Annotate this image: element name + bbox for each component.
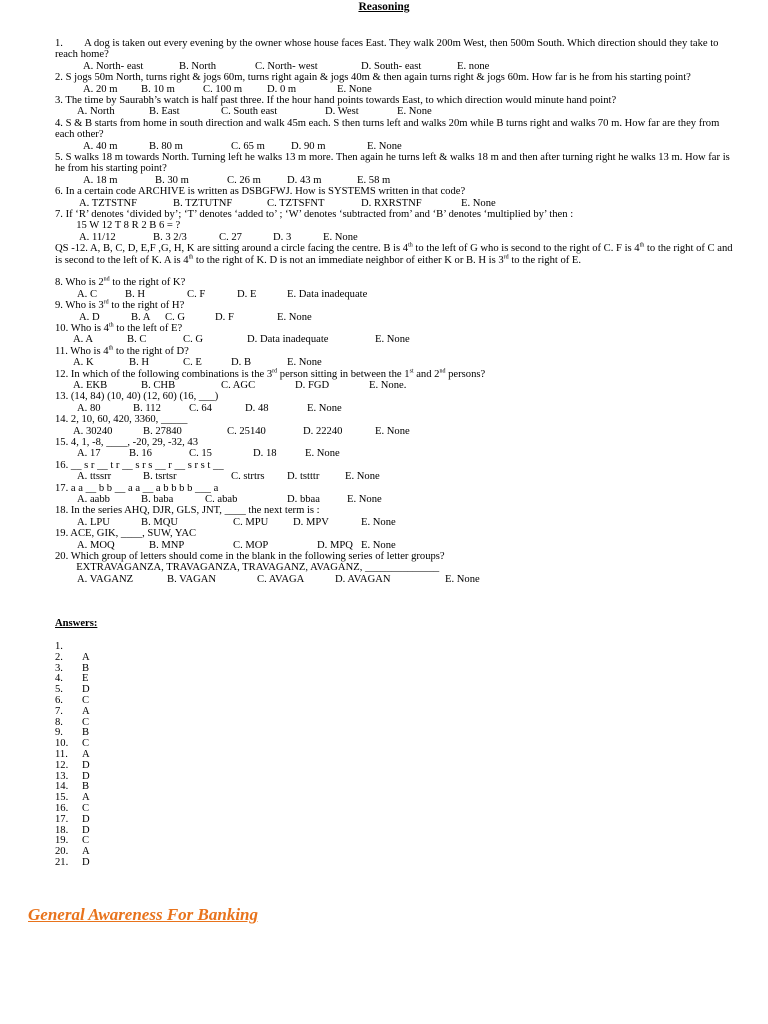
option-d: D. AVAGAN <box>335 573 391 585</box>
option-row <box>55 357 735 368</box>
option-row <box>55 380 735 391</box>
option-a: A. 80 <box>77 402 101 414</box>
option-c: C. MOP <box>233 539 269 551</box>
option-e: E. none <box>457 60 490 72</box>
answer-value: C <box>82 835 90 847</box>
option-c: C. 25140 <box>227 425 266 437</box>
option-b: B. CHB <box>141 380 176 392</box>
option-e: E. None <box>367 140 402 152</box>
question-text: 14. 2, 10, 60, 420, 3360, _____ <box>55 414 188 426</box>
option-d: D. F <box>215 311 234 323</box>
option-a: A. K <box>73 357 94 369</box>
option-b: B. H <box>129 357 150 369</box>
option-c: C. G <box>183 334 204 346</box>
answer-value: A <box>82 705 90 717</box>
option-row <box>55 448 735 459</box>
option-row <box>55 334 735 345</box>
question-text: EXTRAVAGANZA, TRAVAGANZA, TRAVAGANZ, AVAGANZ, ______________ <box>55 562 440 574</box>
option-d: D. tstttr <box>287 471 320 483</box>
answer-value: C <box>82 802 90 814</box>
option-b: B. 30 m <box>155 174 189 186</box>
option-b: B. tsrtsr <box>143 471 177 483</box>
question-text: 13. (14, 84) (10, 40) (12, 60) (16, ___) <box>55 391 219 403</box>
option-b: B. TZTUTNF <box>173 197 233 209</box>
option-b: B. 112 <box>133 402 161 414</box>
option-a: A. EKB <box>73 380 108 392</box>
question-text: QS -12. A, B, C, D, E,F ,G, H, K are sitting around a circle facing the centre. B is 4th to the left of G who is second to the right of C. F is 4th to the right of C and is second to the left of K. A is 4th to the right of K. D is not an immediate neighbor of either K or B. H is 3rd to the right of E. <box>55 242 733 266</box>
option-b: B. 27840 <box>143 425 182 437</box>
answer-number: 5. <box>55 684 63 696</box>
option-d: D. E <box>237 288 257 300</box>
answer-number: 9. <box>55 727 63 739</box>
question-text: 15. 4, 1, -8, ____, -20, 29, -32, 43 <box>55 437 199 448</box>
option-a: A. aabb <box>77 494 110 505</box>
question-text: 8. Who is 2nd to the right of K? <box>55 276 186 289</box>
option-row <box>55 198 735 209</box>
option-d: D. Data inadequate <box>247 334 329 346</box>
option-e: E. 58 m <box>357 174 391 186</box>
answer-value: D <box>82 813 90 825</box>
answer-value: C <box>82 716 90 728</box>
answer-number: 4. <box>55 673 63 685</box>
option-c: C. 15 <box>189 448 212 460</box>
option-row <box>55 106 735 117</box>
question-text: 3. The time by Saurabh’s watch is half past three. If the hour hand points towards East, to which direction would minute hand point? <box>55 95 617 106</box>
option-c: C. 27 <box>219 231 242 243</box>
option-c: C. 65 m <box>231 140 265 152</box>
answer-value: A <box>82 651 90 663</box>
option-d: D. MPQ <box>317 539 353 551</box>
answer-number: 20. <box>55 846 69 858</box>
answer-value: C <box>82 738 90 750</box>
option-row <box>55 61 735 72</box>
option-b: B. C <box>127 334 147 346</box>
option-a: A. 40 m <box>83 140 118 152</box>
option-a: A. 30240 <box>73 425 113 437</box>
option-e: E. None <box>287 357 322 369</box>
option-a: A. MOQ <box>77 539 115 551</box>
option-c: C. AVAGA <box>257 573 305 585</box>
option-e: E. None <box>307 402 342 414</box>
option-d: D. South- east <box>361 60 422 72</box>
question-text: 4. S & B starts from home in south direction and walk 45m each. S then turns left and walks 20m while B turns right and walks 70 m. How far are they from each other? <box>55 117 720 141</box>
answer-value: D <box>82 759 90 771</box>
option-row <box>55 403 735 414</box>
question-list <box>55 38 735 585</box>
answer-value: D <box>82 684 90 696</box>
answer-value: B <box>82 727 90 739</box>
question-text: 11. Who is 4th to the right of D? <box>55 345 189 357</box>
question-text: 19. ACE, GIK, ____, SUW, YAC <box>55 528 197 540</box>
option-c: C. strtrs <box>231 471 265 483</box>
option-row <box>55 471 735 482</box>
answer-number: 8. <box>55 716 63 728</box>
answer-number: 15. <box>55 792 69 804</box>
question-text: 2. S jogs 50m North, turns right & jogs 60m, turns right again & jogs 40m & then again turns right & jogs 60m. How far is he from his starting point? <box>55 72 691 84</box>
answer-number: 19. <box>55 835 69 847</box>
option-e: E. None <box>323 231 358 243</box>
option-row <box>55 84 735 95</box>
answer-number: 3. <box>55 662 63 674</box>
question-text: 12. In which of the following combinations is the 3rd person sitting in between the 1st and 2nd persons? <box>55 368 486 380</box>
answer-value: D <box>82 824 90 836</box>
option-c: C. North- west <box>255 60 318 72</box>
question-text: 5. S walks 18 m towards North. Turning left he walks 13 m more. Then again he turns left & walks 18 m and then after turning right he walks 13 m. How far is he from his starting point? <box>55 152 730 175</box>
option-d: D. 0 m <box>267 83 297 95</box>
option-e: E. None <box>347 494 382 505</box>
option-c: C. abab <box>205 494 238 505</box>
option-c: C. 100 m <box>203 83 243 95</box>
option-row <box>55 175 735 186</box>
option-a: A. C <box>77 288 98 300</box>
answer-value: B <box>82 781 90 793</box>
question-text: 10. Who is 4th to the left of E? <box>55 322 183 335</box>
option-e: E. None <box>397 106 432 118</box>
answer-value: D <box>82 770 90 782</box>
question-text: 9. Who is 3rd to the right of H? <box>55 299 185 312</box>
question-text: 20. Which group of letters should come in the blank in the following series of letter groups? <box>55 550 445 562</box>
answer-value: E <box>82 673 89 685</box>
option-b: B. H <box>125 288 146 300</box>
option-e: E. None <box>345 471 380 483</box>
option-c: C. TZTSFNT <box>267 197 325 209</box>
option-b: B. East <box>149 106 180 118</box>
option-d: D. 43 m <box>287 174 322 186</box>
answer-number: 18. <box>55 824 69 836</box>
option-a: A. 18 m <box>83 174 118 186</box>
option-row <box>55 312 735 323</box>
option-b: B. VAGAN <box>167 573 217 585</box>
option-a: A. North- east <box>83 60 144 72</box>
option-d: D. 48 <box>245 402 269 414</box>
option-d: D. FGD <box>295 380 330 392</box>
option-b: B. North <box>179 60 217 72</box>
option-b: B. baba <box>141 494 174 505</box>
option-c: C. MPU <box>233 516 269 528</box>
answer-value: B <box>82 662 90 674</box>
option-c: C. G <box>165 311 186 323</box>
answers-title: Answers: <box>55 618 98 629</box>
option-d: D. 18 <box>253 448 277 460</box>
option-a: A. VAGANZ <box>77 573 134 585</box>
option-e: E. None <box>461 197 496 209</box>
answer-value: C <box>82 694 90 706</box>
answer-value: A <box>82 846 90 858</box>
option-c: C. South east <box>221 106 278 118</box>
question-text: 18. In the series AHQ, DJR, GLS, JNT, ____ the next term is : <box>55 505 320 517</box>
answer-number: 2. <box>55 651 63 663</box>
option-a: A. 17 <box>77 448 101 460</box>
option-e: E. None <box>375 425 410 437</box>
option-row <box>55 540 735 551</box>
answer-number: 16. <box>55 802 69 814</box>
option-b: B. MQU <box>141 516 179 528</box>
question-text: 17. a a __ b b __ a a __ a b b b b ___ a <box>55 482 219 494</box>
section-heading: General Awareness For Banking <box>28 905 259 924</box>
answer-number: 1. <box>55 641 63 652</box>
option-b: B. 10 m <box>141 83 175 95</box>
option-b: B. 80 m <box>149 140 183 152</box>
question-text: 15 W 12 T 8 R 2 B 6 = ? <box>55 220 181 232</box>
option-d: D. West <box>325 106 359 118</box>
option-e: E. None <box>277 311 312 323</box>
option-a: A. 20 m <box>83 83 118 95</box>
option-b: B. A <box>131 311 151 323</box>
option-row <box>55 517 735 528</box>
question-text: 6. In a certain code ARCHIVE is written as DSBGFWJ. How is SYSTEMS written in that code? <box>55 186 466 198</box>
answer-number: 6. <box>55 694 63 706</box>
option-d: D. 3 <box>273 231 292 243</box>
option-d: D. B <box>231 357 252 369</box>
option-c: C. AGC <box>221 380 256 392</box>
option-row <box>55 232 735 243</box>
option-a: A. 11/12 <box>79 231 116 243</box>
option-d: D. 22240 <box>303 425 343 437</box>
option-row <box>55 289 735 300</box>
answer-number: 21. <box>55 856 69 868</box>
option-row <box>55 141 735 152</box>
option-b: B. MNP <box>149 539 185 551</box>
option-a: A. North <box>77 106 115 118</box>
option-a: A. ttssrr <box>77 471 112 483</box>
option-e: E. None. <box>369 380 407 392</box>
answer-value: A <box>82 748 90 760</box>
option-e: E. None <box>361 539 396 551</box>
option-row <box>55 574 735 585</box>
option-a: A. D <box>79 311 100 323</box>
option-c: C. 64 <box>189 402 212 414</box>
option-d: D. bbaa <box>287 494 320 505</box>
page-title: Reasoning <box>358 1 410 13</box>
option-a: A. LPU <box>77 516 110 528</box>
option-row <box>55 494 735 505</box>
option-d: D. MPV <box>293 516 329 528</box>
answer-number: 7. <box>55 705 63 717</box>
answer-number: 14. <box>55 781 69 793</box>
option-c: C. 26 m <box>227 174 261 186</box>
option-a: A. A <box>73 334 94 346</box>
option-c: C. E <box>183 357 202 369</box>
question-text: 7. If ‘R’ denotes ‘divided by’; ‘T’ denotes ‘added to’ ; ‘W’ denotes ‘subtracted from’ and ‘B’ denotes ‘multiplied by’ then : <box>55 209 574 220</box>
option-d: D. RXRSTNF <box>361 197 422 209</box>
question-text: 1. A dog is taken out every evening by the owner whose house faces East. They walk 200m West, then 500m South. Which direction should they take to reach home? <box>55 38 719 61</box>
answer-number: 13. <box>55 770 69 782</box>
option-e: E. None <box>337 83 372 95</box>
option-e: E. None <box>375 334 410 346</box>
answer-number: 17. <box>55 813 69 825</box>
answer-number: 12. <box>55 759 69 771</box>
option-b: B. 3 2/3 <box>153 231 187 243</box>
option-e: E. None <box>305 448 340 460</box>
answer-value: D <box>82 856 90 868</box>
option-e: E. None <box>361 516 396 528</box>
option-d: D. 90 m <box>291 140 326 152</box>
option-e: E. Data inadequate <box>287 288 368 300</box>
option-c: C. F <box>187 288 206 300</box>
answer-number: 11. <box>55 748 68 760</box>
answer-number: 10. <box>55 738 69 750</box>
option-row <box>55 426 735 437</box>
option-b: B. 16 <box>129 448 152 460</box>
question-text: 16. __ s r __ t r __ s r s __ r __ s r s t __ <box>55 459 224 471</box>
option-a: A. TZTSTNF <box>79 197 138 209</box>
option-e: E. None <box>445 573 480 585</box>
answer-value: A <box>82 792 90 804</box>
question-text <box>55 266 735 277</box>
